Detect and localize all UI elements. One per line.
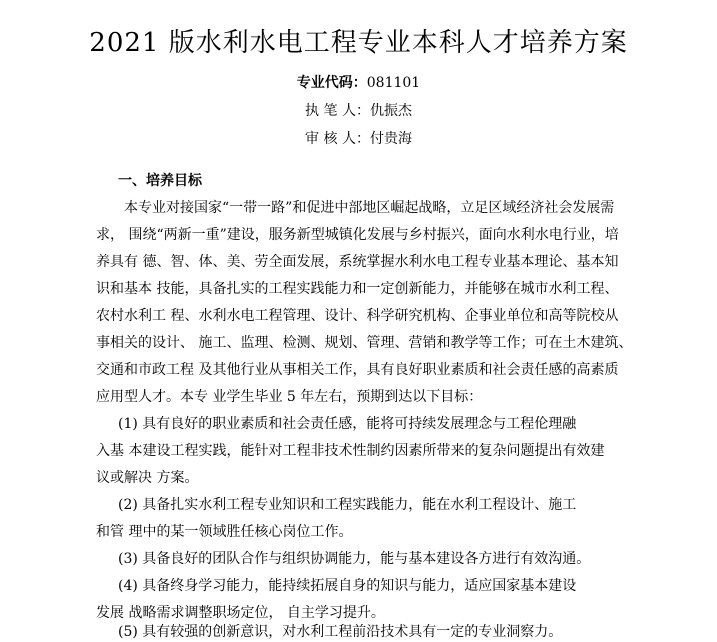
- goal-line: 和管 理中的某一领域胜任核心岗位工作。: [96, 524, 353, 540]
- document-title: 2021 版水利水电工程专业本科人才培养方案: [89, 28, 628, 58]
- goal-line: (5) 具有较强的创新意识，对水利工程前沿技术具有一定的专业洞察力。: [118, 624, 563, 640]
- goal-line: (1) 具有良好的职业素质和社会责任感，能将可持续发展理念与工程伦理融: [118, 416, 577, 432]
- section-heading: 一、培养目标: [118, 173, 202, 189]
- meta-author-key: 执 笔 人：: [305, 103, 370, 119]
- paragraph-line: 农村水利工 程、水利水电工程管理、设计、科学研究机构、企事业单位和高等院校从: [96, 308, 619, 324]
- paragraph-line: 养具有 德、智、体、美、劳全面发展，系统掌握水利水电工程专业基本理论、基本知: [96, 254, 619, 270]
- paragraph-line: 本专业对接国家“一带一路”和促进中部地区崛起战略，立足区域经济社会发展需: [124, 200, 615, 216]
- goal-line: (3) 具备良好的团队合作与组织协调能力，能与基本建设各方进行有效沟通。: [118, 551, 591, 567]
- meta-major-code: [0, 72, 717, 92]
- paragraph-line: 求， 围绕“两新一重”建设，服务新型城镇化发展与乡村振兴，面向水利水电行业，培: [96, 227, 619, 243]
- paragraph-line: 事相关的设计、 施工、监理、检测、规划、管理、营销和教学等工作；可在土木建筑、: [96, 335, 633, 351]
- meta-author: [0, 100, 717, 120]
- meta-author-value: 仇振杰: [369, 103, 412, 119]
- meta-reviewer: [0, 128, 717, 148]
- goal-line: 发展 战略需求调整职场定位， 自主学习提升。: [96, 605, 385, 621]
- meta-reviewer-value: 付贵海: [369, 131, 412, 147]
- paragraph-line: 识和基本 技能，具备扎实的工程实践能力和一定创新能力，并能够在城市水利工程、: [96, 281, 619, 297]
- goal-line: 议或解决 方案。: [96, 470, 199, 486]
- paragraph-line: 应用型人才。本专 业学生毕业 5 年左右，预期到达以下目标：: [96, 389, 483, 405]
- goal-line: (4) 具备终身学习能力，能持续拓展自身的知识与能力，适应国家基本建设: [118, 578, 577, 594]
- goal-line: 入基 本建设工程实践，能针对工程非技术性制约因素所带来的复杂问题提出有效建: [96, 443, 605, 459]
- goal-line: (2) 具备扎实水利工程专业知识和工程实践能力，能在水利工程设计、施工: [118, 497, 577, 513]
- paragraph-line: 交通和市政工程 及其他行业从事相关工作，具有良好职业素质和社会责任感的高素质: [96, 362, 619, 378]
- meta-major-code-key: 专业代码：: [296, 75, 367, 91]
- meta-major-code-value: 081101: [366, 75, 421, 91]
- meta-reviewer-key: 审 核 人：: [305, 131, 370, 147]
